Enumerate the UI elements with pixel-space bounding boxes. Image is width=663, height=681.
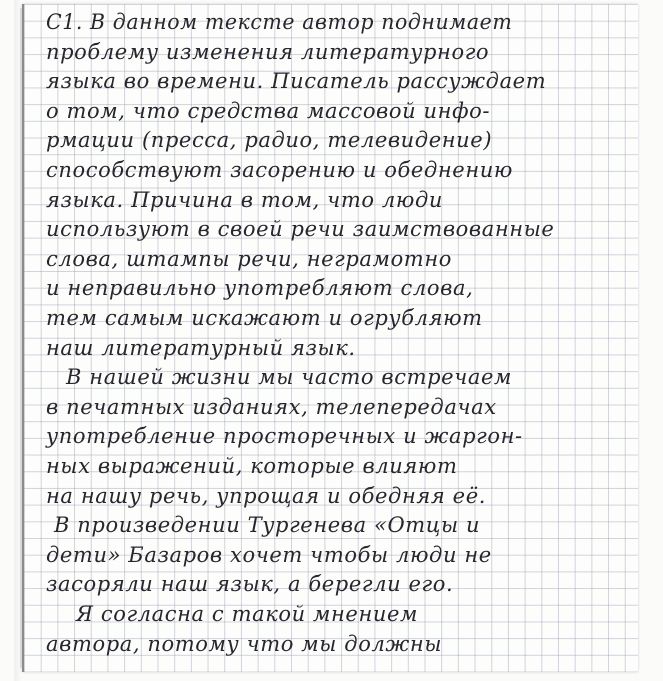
text-line: рмации (пресса, радио, телевидение) [46,128,493,153]
text-line: ных выражений, которые влияют [46,454,458,478]
text-line: наш литературный язык. [46,335,356,360]
text-line: используют в своей речи заимствованные [46,217,555,242]
text-line: дети» Базаров хочет чтобы люди не [46,542,492,567]
text-line: С1. В данном тексте автор поднимает [46,10,513,34]
text-line: языка во времени. Писатель рассуждает [46,69,547,94]
text-line: слова, штампы речи, неграмотно [46,246,452,271]
text-line: в печатных изданиях, телепередачах [46,394,497,419]
text-line: проблему изменения литературного [46,39,490,64]
text-line: автора, потому что мы должны [46,631,443,656]
text-line: и неправильно употребляют слова, [46,276,474,301]
page-edge-shadow [14,0,22,681]
text-line: В нашей жизни мы часто встречаем [66,365,513,390]
text-line: языка. Причина в том, что люди [46,187,443,212]
text-line: способствуют засорению и обеднению [46,158,513,182]
text-line: употребление просторечных и жаргон- [46,424,523,449]
text-line: о том, что средства массовой инфо- [46,98,491,123]
text-line: засоряли наш язык, а берегли его. [46,572,454,597]
text-line: Я согласна с такой мнением [76,602,419,626]
text-line: тем самым искажают и огрубляют [46,306,483,330]
text-line: В произведении Тургенева «Отцы и [54,513,481,538]
text-line: на нашу речь, упрощая и обедняя её. [46,483,487,508]
